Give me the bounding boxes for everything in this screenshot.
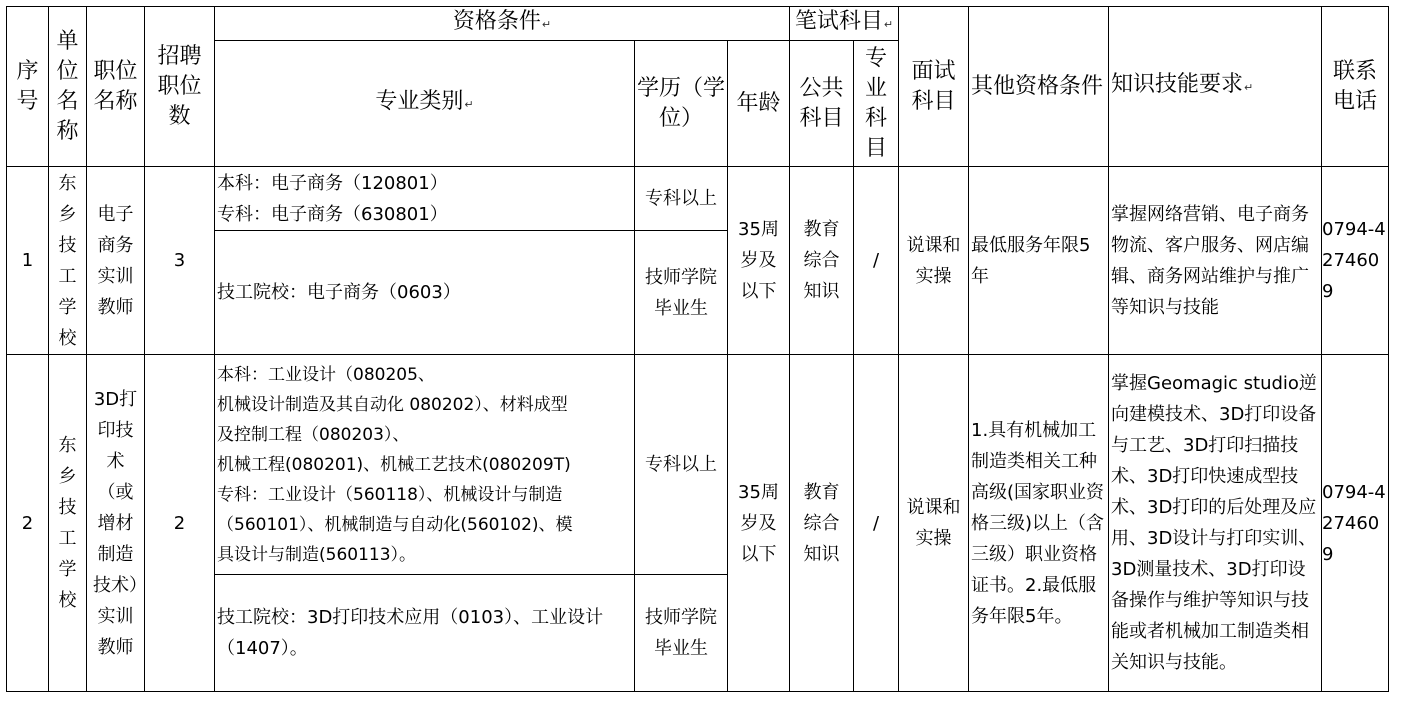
cell-other-conditions: 1.具有机械加工制造类相关工种高级(国家职业资格三级)以上（含三级）职业资格证书。2.最低服务年限5年。 — [969, 355, 1109, 692]
table-row — [7, 167, 1389, 231]
cell-quota: 3 — [145, 167, 215, 355]
cell-position: 3D打印技术（或增材制造技术）实训教师 — [87, 355, 145, 692]
cell-major — [215, 355, 635, 575]
cell-major-tech: 技工院校：3D打印技术应用（0103）、工业设计（1407）。 — [215, 575, 635, 692]
cell-education: 专科以上 — [635, 355, 728, 575]
header-quota: 招聘职位数 — [145, 7, 215, 167]
header-public-subject: 公共科目 — [790, 41, 854, 167]
cell-education-tech: 技师学院毕业生 — [635, 231, 728, 355]
cell-age: 35周岁及以下 — [728, 167, 790, 355]
header-major-subject: 专业科目 — [854, 41, 899, 167]
table-row — [7, 355, 1389, 575]
cell-quota: 2 — [145, 355, 215, 692]
header-unit: 单位名称 — [49, 7, 87, 167]
cell-major-tech: 技工院校：电子商务（0603） — [215, 231, 635, 355]
major-line: 专科：工业设计（560118）、机械设计与制造 — [217, 484, 563, 505]
cell-major — [215, 167, 635, 231]
cell-public-subject: 教育综合知识 — [790, 167, 854, 355]
cell-phone: 0794-4274609 — [1322, 355, 1389, 692]
major-line: 机械工程(080201)、机械工艺技术(080209T) — [217, 454, 571, 475]
cell-position: 电子商务实训教师 — [87, 167, 145, 355]
cell-interview: 说课和实操 — [899, 167, 969, 355]
cell-education: 专科以上 — [635, 167, 728, 231]
cell-major-subject: / — [854, 167, 899, 355]
header-position: 职位名称 — [87, 7, 145, 167]
cell-phone: 0794-4274609 — [1322, 167, 1389, 355]
header-education: 学历（学位） — [635, 41, 728, 167]
cell-seq: 2 — [7, 355, 49, 692]
major-line: 机械设计制造及其自动化 080202）、材料成型 — [217, 394, 568, 415]
cell-age: 35周岁及以下 — [728, 355, 790, 692]
cell-interview: 说课和实操 — [899, 355, 969, 692]
major-line: 及控制工程（080203）、 — [217, 424, 410, 445]
header-written-group: 笔试科目↵ — [790, 7, 899, 41]
header-row-1 — [7, 7, 1389, 41]
header-interview: 面试科目 — [899, 7, 969, 167]
cell-skills: 掌握网络营销、电子商务物流、客户服务、网店编辑、商务网站维护与推广等知识与技能 — [1109, 167, 1322, 355]
header-skills: 知识技能要求↵ — [1109, 7, 1322, 167]
cell-public-subject: 教育综合知识 — [790, 355, 854, 692]
cell-skills: 掌握Geomagic studio逆向建模技术、3D打印设备与工艺、3D打印扫描技术、3D打印快速成型技术、3D打印的后处理及应用、3D设计与打印实训、3D测量技术、3D打印设备操作与维护等知识与技能或者机械加工制造类相关知识与技能。 — [1109, 355, 1322, 692]
major-line: 本科：电子商务（120801） — [217, 172, 448, 194]
major-line: 专科：电子商务（630801） — [217, 203, 448, 225]
cell-major-subject: / — [854, 355, 899, 692]
cell-unit: 东乡技工学校 — [49, 355, 87, 692]
header-qualification-group: 资格条件↵ — [215, 7, 790, 41]
cell-seq: 1 — [7, 167, 49, 355]
header-major: 专业类别↵ — [215, 41, 635, 167]
major-line: （560101）、机械制造与自动化(560102)、模 — [217, 514, 573, 535]
cell-unit: 东乡技工学校 — [49, 167, 87, 355]
recruitment-table — [6, 6, 1389, 692]
cell-other-conditions: 最低服务年限5年 — [969, 167, 1109, 355]
header-seq: 序号 — [7, 7, 49, 167]
cell-education-tech: 技师学院毕业生 — [635, 575, 728, 692]
major-line: 本科：工业设计（080205、 — [217, 364, 435, 385]
header-phone: 联系电话 — [1322, 7, 1389, 167]
header-age: 年龄 — [728, 41, 790, 167]
header-other-conditions: 其他资格条件 — [969, 7, 1109, 167]
major-line: 具设计与制造(560113）。 — [217, 544, 417, 565]
